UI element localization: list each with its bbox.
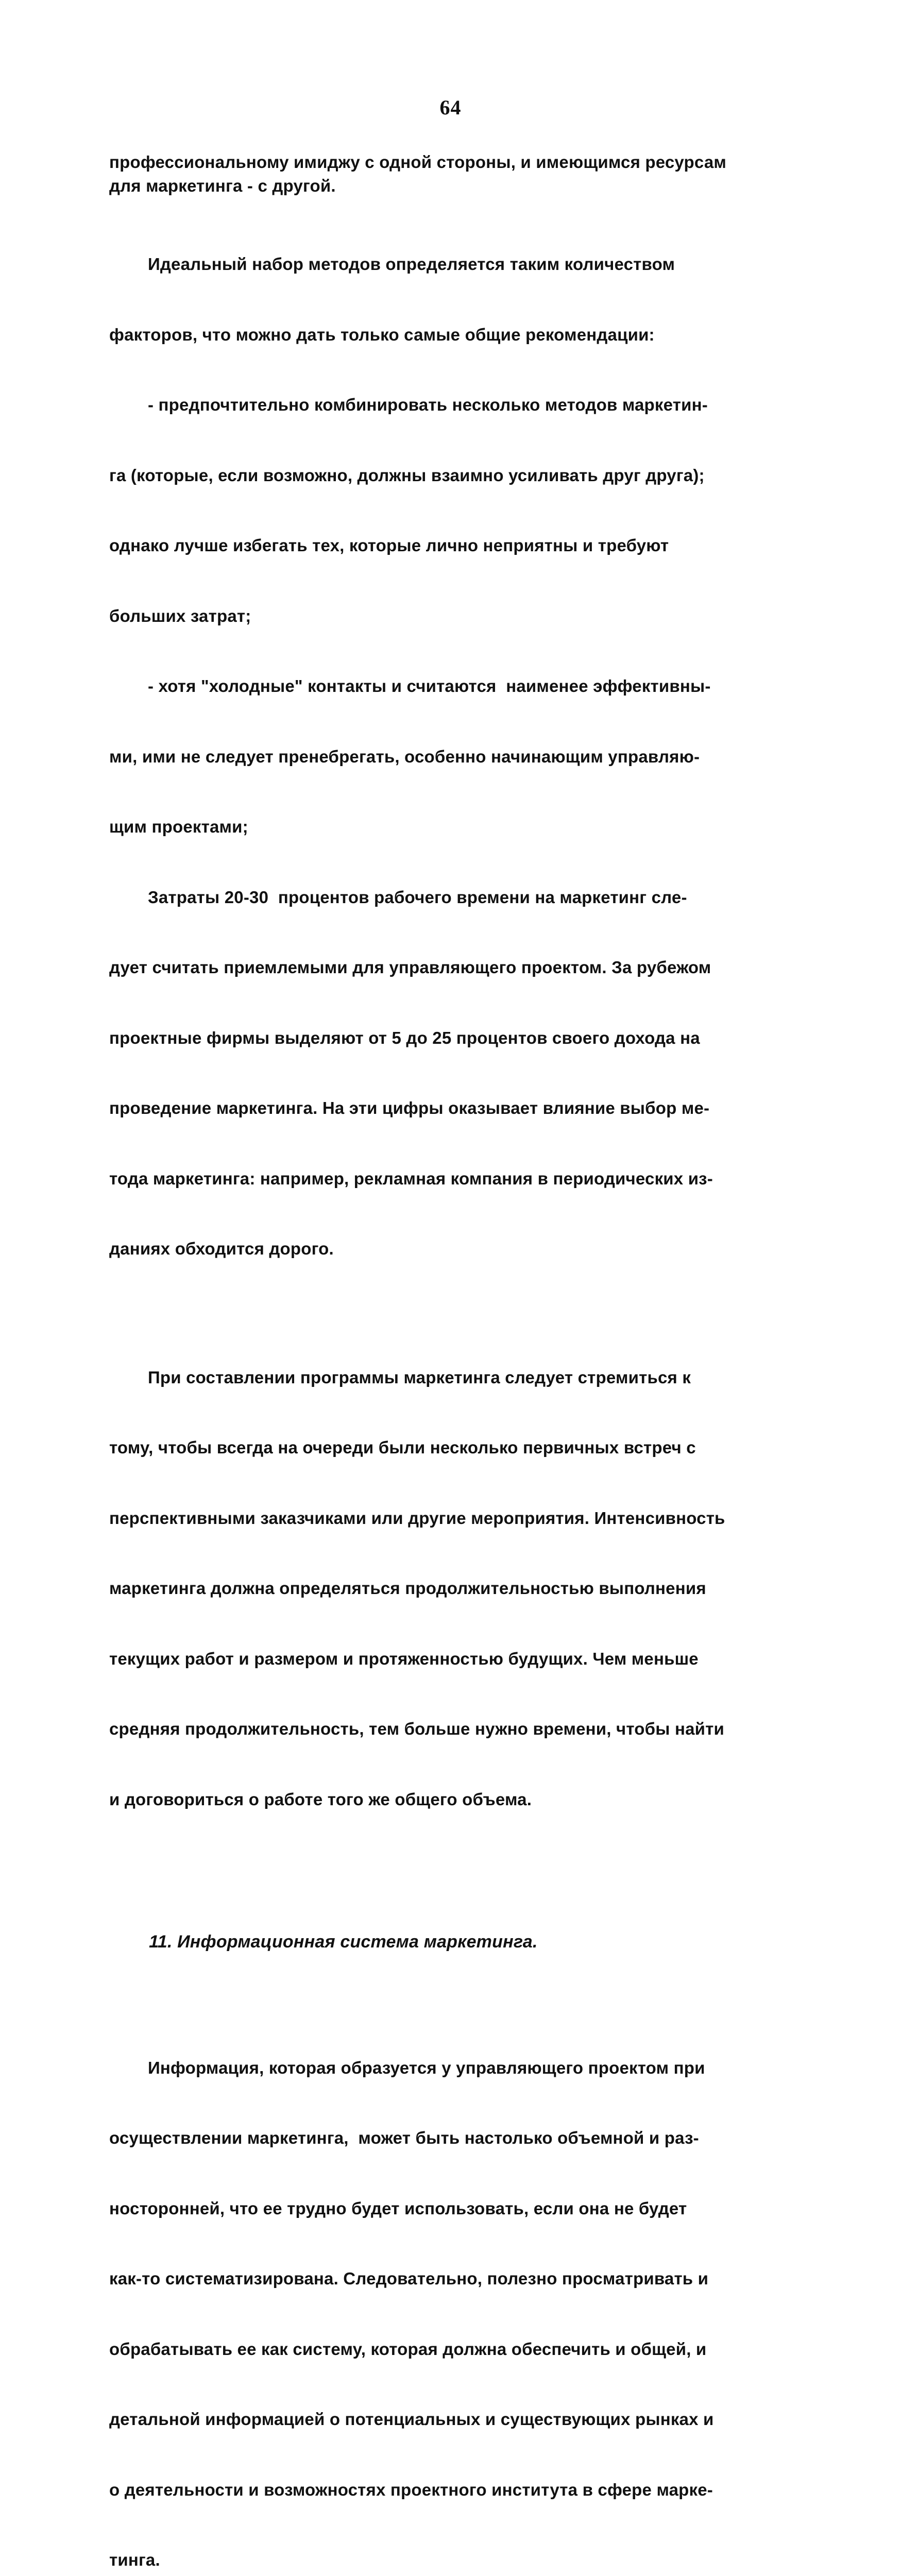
text-line: текущих работ и размером и протяженностью будущих. Чем меньше xyxy=(109,1647,794,1671)
text-line: перспективными заказчиками или другие мероприятия. Интенсивность xyxy=(109,1506,794,1530)
text-line: проведение маркетинга. На эти цифры оказывает влияние выбор ме- xyxy=(109,1096,794,1120)
text-line: При составлении программы маркетинга следует стремиться к xyxy=(109,1366,794,1389)
text-line: носторонней, что ее трудно будет использовать, если она не будет xyxy=(109,2197,794,2221)
paragraph-continuation xyxy=(109,150,794,197)
text-line: больших затрат; xyxy=(109,604,794,628)
text-line: обрабатывать ее как систему, которая должна обеспечить и общей, и xyxy=(109,2337,794,2361)
text-line: дует считать приемлемыми для управляющего проектом. За рубежом xyxy=(109,956,794,979)
text-line: средняя продолжительность, тем больше нужно времени, чтобы найти xyxy=(109,1717,794,1741)
text-line: и договориться о работе того же общего объема. xyxy=(109,1788,794,1811)
text-line: Идеальный набор методов определяется таким количеством xyxy=(109,252,794,276)
text-line: ми, ими не следует пренебрегать, особенно начинающим управляю- xyxy=(109,745,794,769)
text-line: профессиональному имиджу с одной стороны, и имеющимся ресурсам xyxy=(109,150,794,174)
text-line: однако лучше избегать тех, которые лично неприятны и требуют xyxy=(109,534,794,557)
page-body xyxy=(109,150,794,2576)
text-line: га (которые, если возможно, должны взаимно усиливать друг друга); xyxy=(109,464,794,487)
paragraph-information xyxy=(109,2009,794,2576)
text-line: тода маркетинга: например, рекламная компания в периодических из- xyxy=(109,1167,794,1191)
text-line: детальной информацией о потенциальных и существующих рынках и xyxy=(109,2408,794,2431)
paragraph-methods xyxy=(109,206,794,1308)
text-line: Затраты 20-30 процентов рабочего времени на маркетинг сле- xyxy=(109,886,794,909)
text-line: - предпочтительно комбинировать несколько методов маркетин- xyxy=(109,393,794,417)
paragraph-program xyxy=(109,1319,794,1858)
text-line: щим проектами; xyxy=(109,815,794,839)
text-line: для маркетинга - с другой. xyxy=(109,174,794,198)
text-line: как-то систематизирована. Следовательно, полезно просматривать и xyxy=(109,2267,794,2291)
text-line: о деятельности и возможностях проектного института в сфере марке- xyxy=(109,2478,794,2502)
text-line: маркетинга должна определяться продолжительностью выполнения xyxy=(109,1577,794,1600)
text-line: - хотя "холодные" контакты и считаются наименее эффективны- xyxy=(109,674,794,698)
text-line: Информация, которая образуется у управляющего проектом при xyxy=(109,2056,794,2080)
text-line: тому, чтобы всегда на очереди были несколько первичных встреч с xyxy=(109,1436,794,1460)
page-number: 64 xyxy=(0,95,901,120)
section-heading xyxy=(109,1884,794,2001)
text-line: осуществлении маркетинга, может быть настолько объемной и раз- xyxy=(109,2126,794,2150)
text-line: тинга. xyxy=(109,2548,794,2572)
heading-text: 11. Информационная система маркетинга. xyxy=(109,1930,794,1954)
text-line: даниях обходится дорого. xyxy=(109,1237,794,1261)
text-line: факторов, что можно дать только самые общие рекомендации: xyxy=(109,323,794,347)
text-line: проектные фирмы выделяют от 5 до 25 процентов своего дохода на xyxy=(109,1026,794,1050)
